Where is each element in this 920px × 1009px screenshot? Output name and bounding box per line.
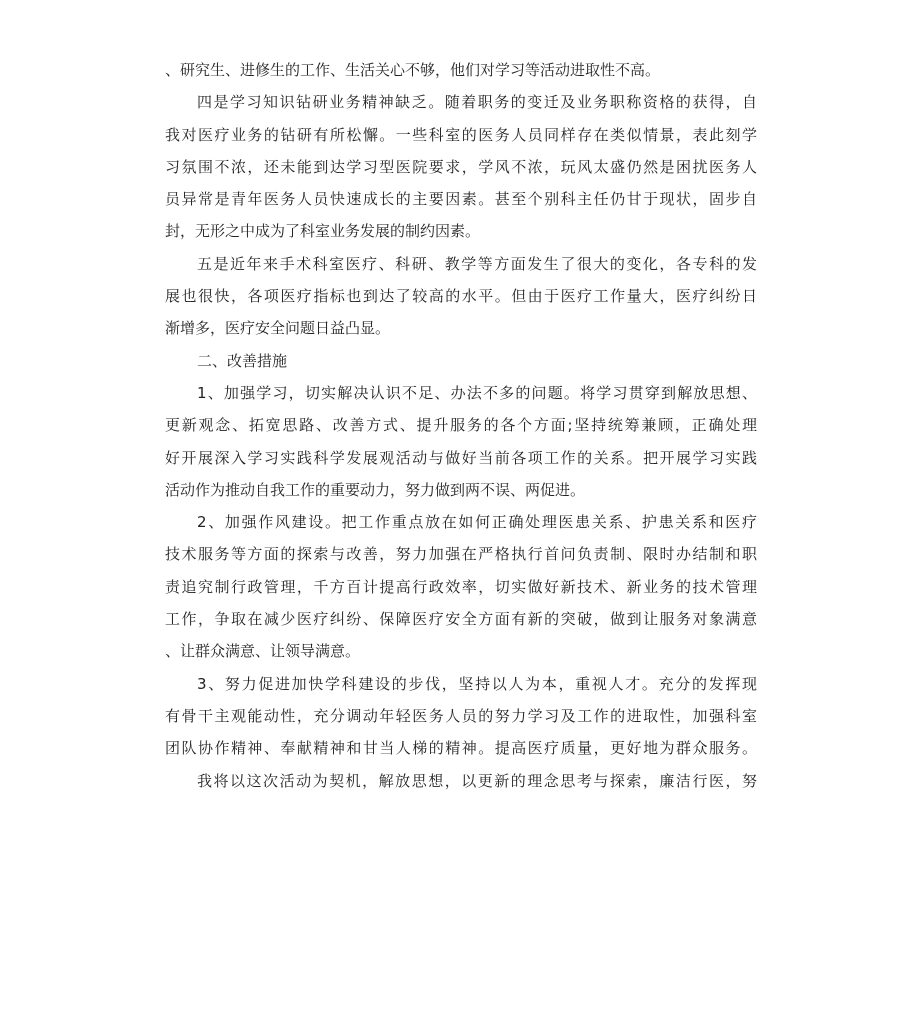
text-line: 我将以这次活动为契机，解放思想，以更新的理念思考与探索，廉洁行医，努 — [197, 771, 757, 790]
text-line: 员异常是青年医务人员快速成长的主要因素。甚至个别科主任仍甘于现状，固步自 — [165, 190, 757, 209]
text-line: 技术服务等方面的探索与改善，努力加强在严格执行首问负责制、限时办结制和职 — [165, 545, 757, 564]
text-line: 活动作为推动自我工作的重要动力，努力做到两不误、两促进。 — [165, 480, 586, 499]
text-line: 1、加强学习，切实解决认识不足、办法不多的问题。将学习贯穿到解放思想、 — [197, 383, 757, 402]
text-line: 3、努力促进加快学科建设的步伐，坚持以人为本，重视人才。充分的发挥现 — [197, 674, 757, 693]
text-line: 五是近年来手术科室医疗、科研、教学等方面发生了很大的变化，各专科的发 — [197, 254, 757, 273]
document-body — [165, 54, 757, 797]
text-line: 渐增多，医疗安全问题日益凸显。 — [165, 319, 391, 338]
text-line: 封，无形之中成为了科室业务发展的制约因素。 — [165, 222, 481, 241]
text-line: 有骨干主观能动性，充分调动年轻医务人员的努力学习及工作的进取性，加强科室 — [165, 706, 757, 725]
text-line: 习氛围不浓，还未能到达学习型医院要求，学风不浓，玩风太盛仍然是困扰医务人 — [165, 157, 757, 176]
text-line: 2、加强作风建设。把工作重点放在如何正确处理医患关系、护患关系和医疗 — [197, 513, 757, 532]
text-line: 工作，争取在减少医疗纠纷、保障医疗安全方面有新的突破，做到让服务对象满意 — [165, 610, 757, 629]
text-line: 四是学习知识钻研业务精神缺乏。随着职务的变迁及业务职称资格的获得，自 — [197, 93, 757, 112]
text-line: 好开展深入学习实践科学发展观活动与做好当前各项工作的关系。把开展学习实践 — [165, 448, 757, 467]
text-line: 团队协作精神、奉献精神和甘当人梯的精神。提高医疗质量，更好地为群众服务。 — [165, 739, 757, 758]
text-line: 展也很快，各项医疗指标也到达了较高的水平。但由于医疗工作量大，医疗纠纷日 — [165, 287, 757, 306]
text-line: 责追究制行政管理，千方百计提高行政效率，切实做好新技术、新业务的技术管理 — [165, 577, 757, 596]
text-line: 、让群众满意、让领导满意。 — [165, 642, 361, 661]
text-line: 、研究生、进修生的工作、生活关心不够，他们对学习等活动进取性不高。 — [165, 61, 661, 79]
text-line: 更新观念、拓宽思路、改善方式、提升服务的各个方面;坚持统筹兼顾，正确处理 — [165, 416, 757, 435]
section-heading: 二、改善措施 — [197, 351, 288, 370]
text-line: 我对医疗业务的钻研有所松懈。一些科室的医务人员同样存在类似情景，表此刻学 — [165, 125, 757, 144]
